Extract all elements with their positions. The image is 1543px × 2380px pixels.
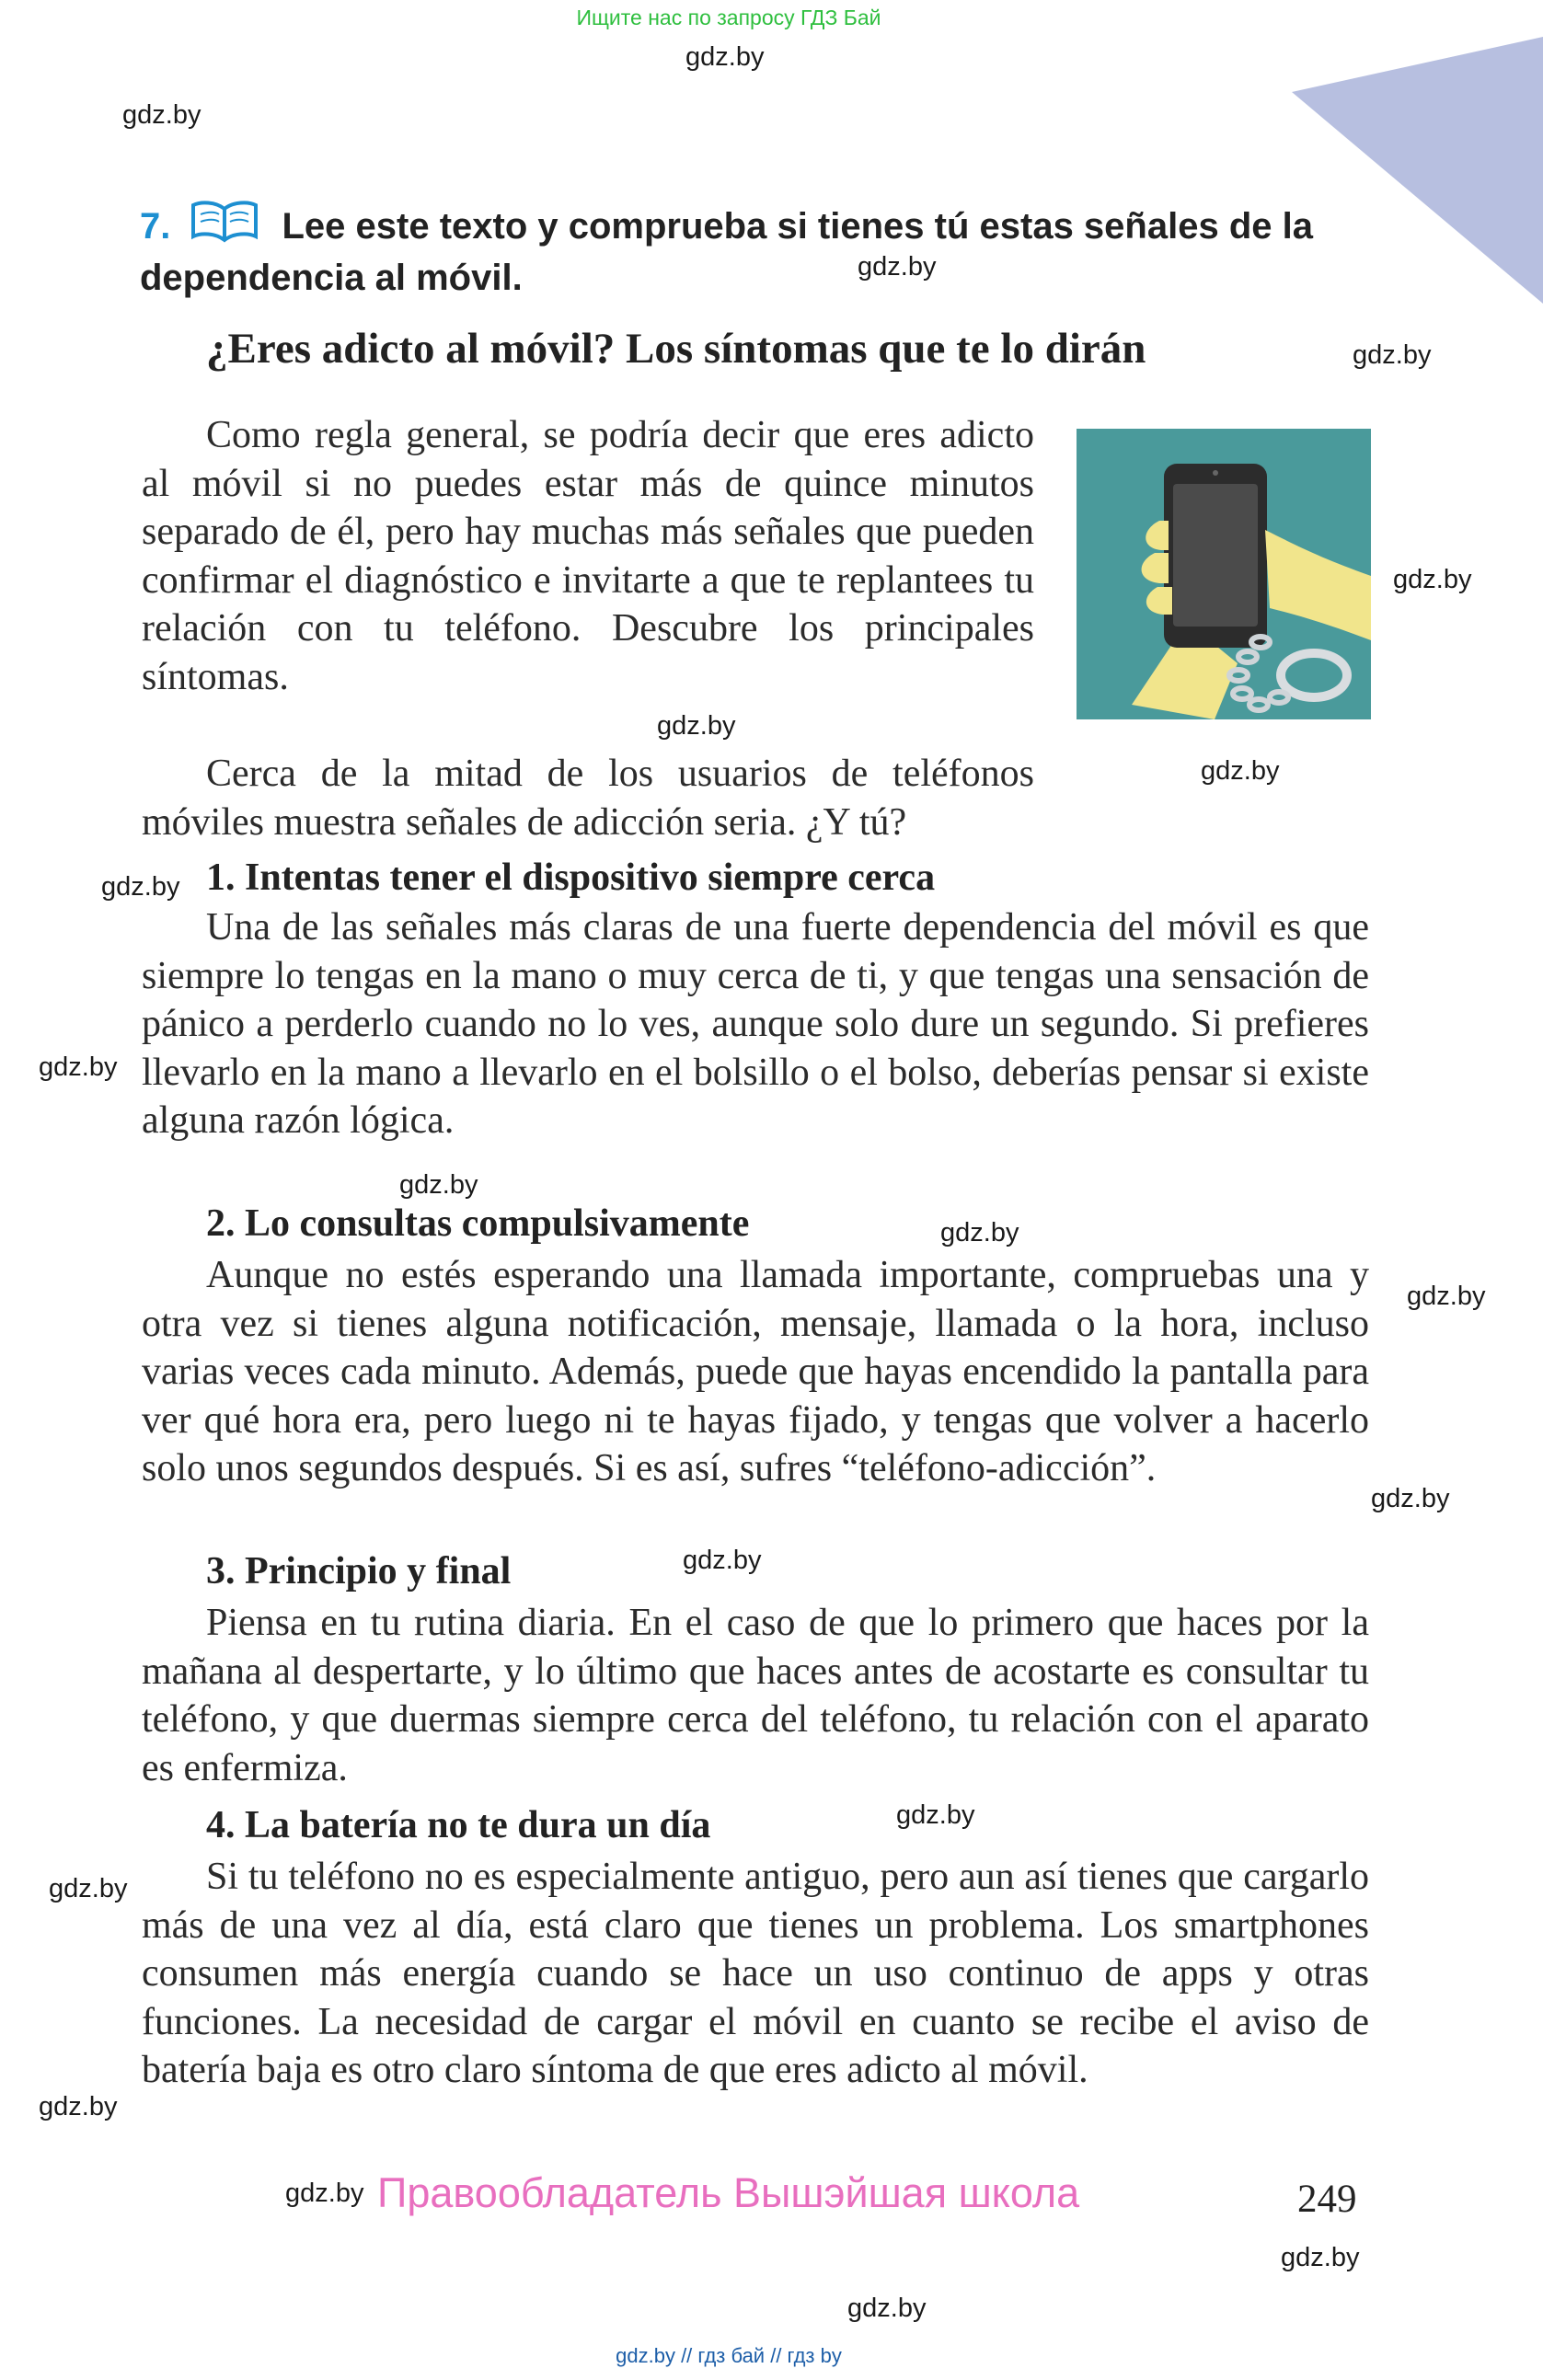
watermark: gdz.by [683, 1546, 762, 1575]
watermark: gdz.by [685, 42, 765, 72]
page-number: 249 [1297, 2178, 1357, 2221]
intro-paragraph [142, 750, 1034, 846]
intro-text: Como regla general, se podría decir que eres adicto al móvil si no puedes estar más de quince minutos separado de él, pero hay muchas más señales que pueden confirmar el diagnóstico e invitarte a que te replantees tu relación con tu teléfono. Descubre los principales síntomas. [142, 414, 1034, 698]
watermark: gdz.by [1393, 565, 1472, 594]
watermark: gdz.by [1371, 1484, 1450, 1513]
article-title: ¿Eres adicto al móvil? Los síntomas que te lo dirán [206, 325, 1146, 373]
watermark: gdz.by [896, 1800, 975, 1830]
watermark: gdz.by [39, 2092, 118, 2121]
watermark: gdz.by [1201, 756, 1280, 786]
section-text: Aunque no estés esperando una llamada importante, compruebas una y otra vez si tienes alguna notificación, mensaje, llamada o la hora, incluso varias veces cada minuto. Además, puede que hayas encendido la pantalla para ver qué hora era, pero luego ni te hayas fijado, y tengas que volver a hacerlo solo unos segundos después. Si es así, sufres “teléfono-adicción”. [142, 1254, 1369, 1489]
open-book-icon [190, 200, 259, 255]
phone-handcuff-illustration [1077, 429, 1371, 719]
bottom-links[interactable]: gdz.by // гдз бай // гдз by [616, 2344, 842, 2367]
watermark: gdz.by [940, 1218, 1019, 1247]
section-text: Si tu teléfono no es especialmente antiguo, pero aun así tienes que cargarlo más de una vez al día, está claro que tienes un problema. Los smartphones consumen más energía cuando se hace un uso continuo de apps y otras funciones. La necesidad de cargar el móvil en cuanto se recibe el aviso de batería baja es otro claro síntoma de que eres adicto al móvil. [142, 1856, 1369, 2091]
watermark: gdz.by [39, 1052, 118, 1082]
section-heading: 2. Lo consultas compulsivamente [206, 1202, 750, 1245]
intro-paragraph [142, 411, 1034, 701]
section-text: Una de las señales más claras de una fuerte dependencia del móvil es que siempre lo tengas en la mano o muy cerca de ti, y que tengas una sensación de pánico a perderlo cuando no lo ves, aunque solo dure un segundo. Si prefieres llevarlo en la mano a llevarlo en el bolsillo o el bolso, deberías pensar si existe alguna razón lógica. [142, 906, 1369, 1142]
watermark: gdz.by [1281, 2243, 1360, 2272]
section-heading: 4. La batería no te dura un día [206, 1804, 711, 1846]
watermark: gdz.by [657, 711, 736, 741]
watermark: gdz.by [1353, 340, 1432, 370]
watermark: gdz.by [847, 2294, 927, 2323]
task-text: Lee este texto y comprueba si tienes tú estas señales de la dependencia al móvil. [140, 206, 1313, 298]
task-number: 7. [140, 206, 171, 247]
watermark: gdz.by [122, 100, 202, 130]
watermark: gdz.by [49, 1874, 128, 1903]
watermark: gdz.by [399, 1170, 478, 1200]
watermark: gdz.by [858, 252, 937, 282]
copyright-holder: Правообладатель Вышэйшая школа [377, 2169, 1080, 2216]
section-text: Piensa en tu rutina diaria. En el caso de que lo primero que haces por la mañana al despertarte, y lo último que haces antes de acostarte es consultar tu teléfono, y que duermas siempre cerca del teléfono, tu relación con el aparato es enfermiza. [142, 1602, 1369, 1789]
watermark: gdz.by [101, 872, 180, 902]
section-heading: 1. Intentas tener el dispositivo siempre cerca [206, 857, 936, 899]
watermark: gdz.by [285, 2179, 364, 2208]
task-instruction [140, 200, 1373, 301]
watermark: gdz.by [1407, 1282, 1486, 1311]
top-note: Ищите нас по запросу ГДЗ Бай [576, 6, 881, 29]
section-heading: 3. Principio y final [206, 1550, 512, 1592]
intro-text: Cerca de la mitad de los usuarios de teléfonos móviles muestra señales de adicción seria. ¿Y tú? [142, 753, 1034, 844]
